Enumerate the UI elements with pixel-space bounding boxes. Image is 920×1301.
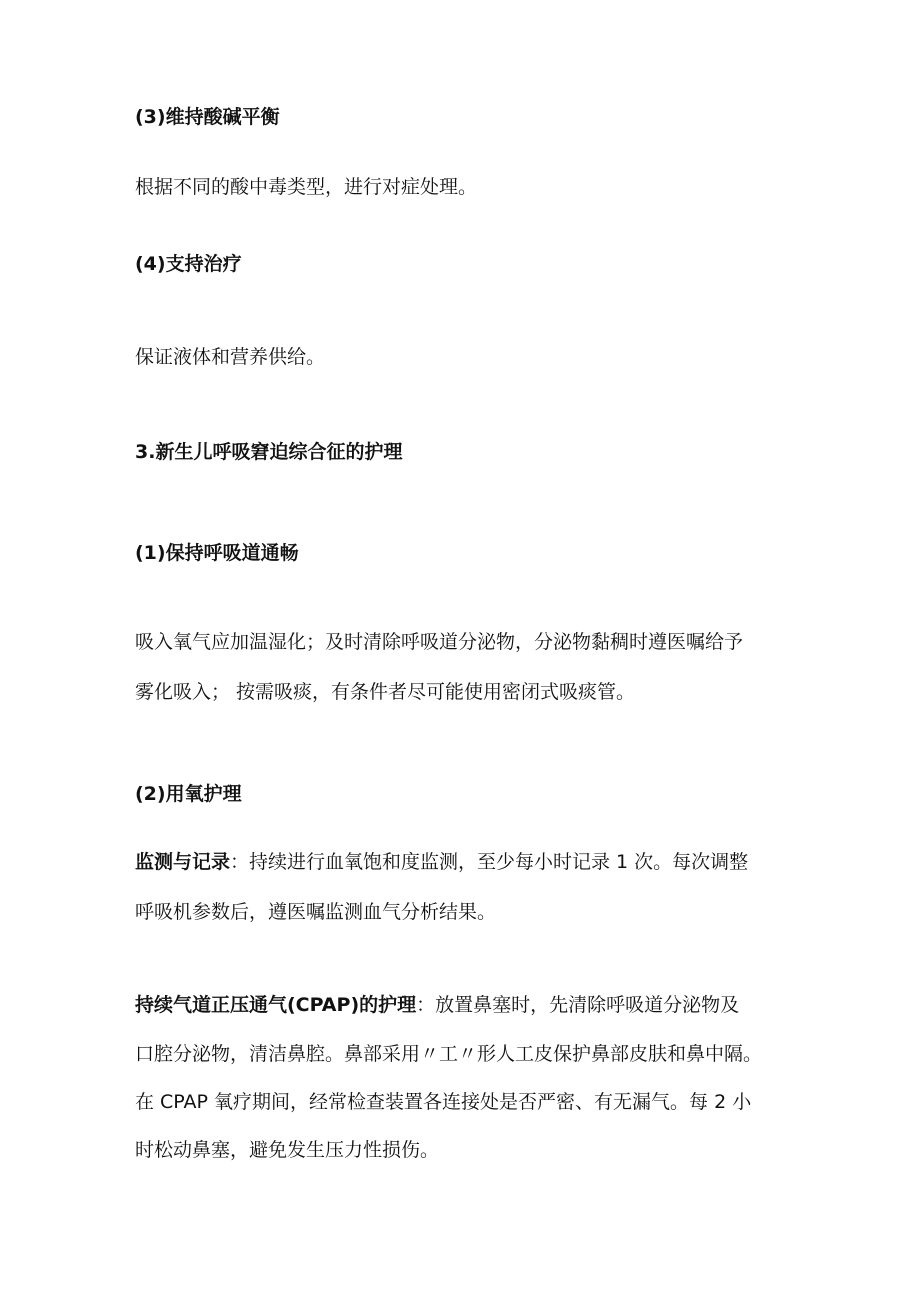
paragraph-acid-base: 根据不同的酸中毒类型，进行对症处理。 — [135, 176, 478, 198]
heading-airway: (1)保持呼吸道通畅 — [135, 542, 299, 564]
paragraph-airway-line-2: 雾化吸入； 按需吸痰，有条件者尽可能使用密闭式吸痰管。 — [135, 681, 636, 703]
paragraph-cpap-line-3: 在 CPAP 氧疗期间，经常检查装置各连接处是否严密、有无漏气。每 2 小 — [135, 1091, 752, 1113]
paragraph-airway-line-1: 吸入氧气应加温湿化；及时清除呼吸道分泌物，分泌物黏稠时遵医嘱给予 — [135, 631, 744, 653]
monitor-text: ：持续进行血氧饱和度监测，至少每小时记录 1 次。每次调整 — [230, 851, 749, 873]
paragraph-cpap-line-4: 时松动鼻塞，避免发生压力性损伤。 — [135, 1139, 440, 1161]
cpap-text: ：放置鼻塞时，先清除呼吸道分泌物及 — [416, 994, 740, 1016]
paragraph-cpap-line-1 — [135, 993, 739, 1017]
cpap-label: 持续气道正压通气(CPAP)的护理 — [135, 994, 417, 1016]
paragraph-monitor-line-1 — [135, 850, 748, 874]
paragraph-monitor-line-2: 呼吸机参数后，遵医嘱监测血气分析结果。 — [135, 901, 497, 923]
monitor-label: 监测与记录 — [135, 851, 231, 873]
paragraph-cpap-line-2: 口腔分泌物，清洁鼻腔。鼻部采用〃工〃形人工皮保护鼻部皮肤和鼻中隔。 — [135, 1043, 763, 1065]
heading-support: (4)支持治疗 — [135, 253, 242, 275]
heading-acid-base: (3)维持酸碱平衡 — [135, 106, 280, 128]
heading-oxygen: (2)用氧护理 — [135, 783, 242, 805]
section-title-nursing: 3.新生儿呼吸窘迫综合征的护理 — [135, 441, 403, 463]
paragraph-support: 保证液体和营养供给。 — [135, 346, 326, 368]
